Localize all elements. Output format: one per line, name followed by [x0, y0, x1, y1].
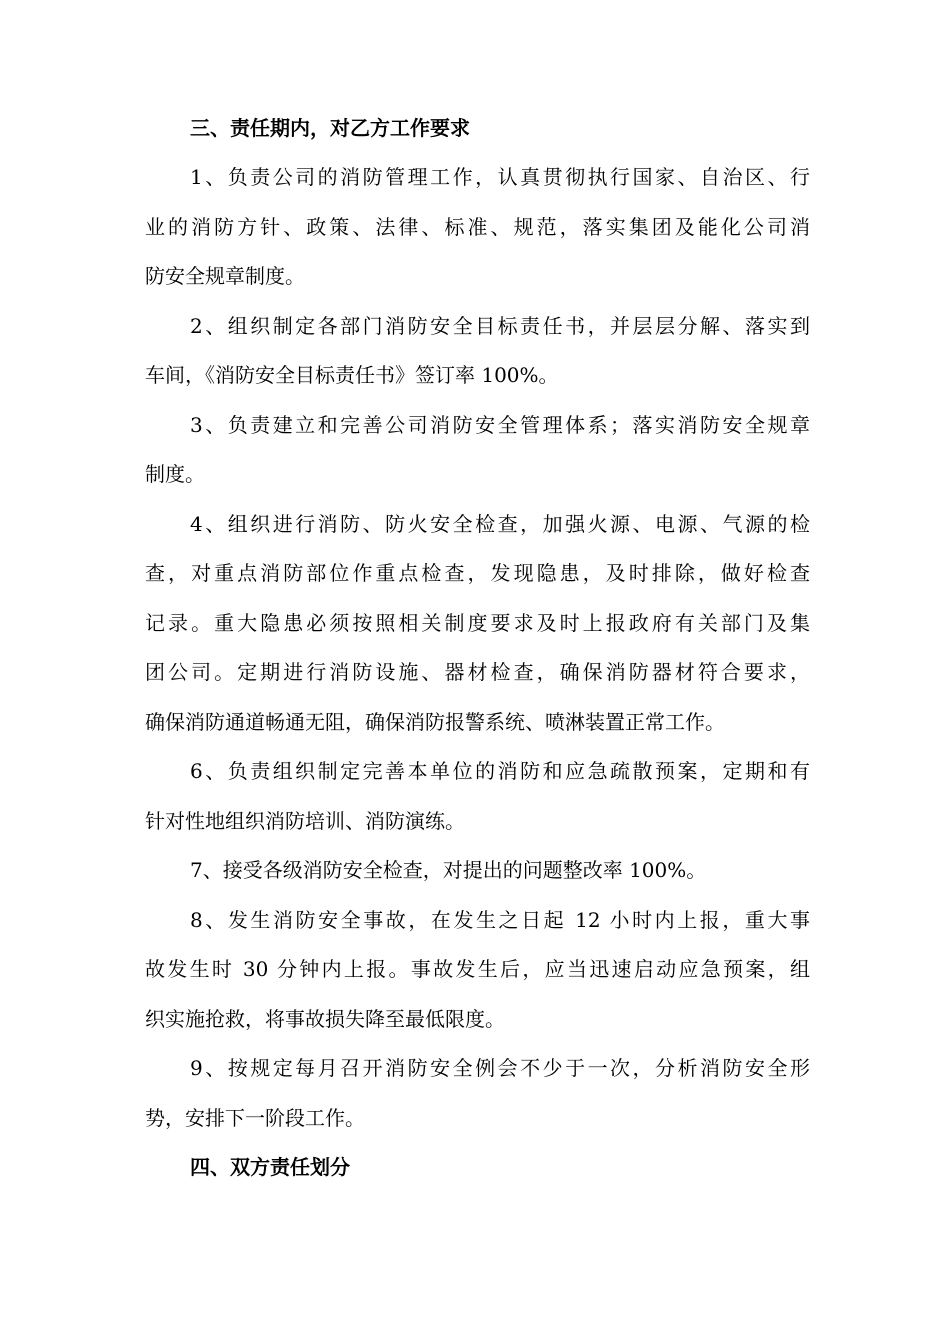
paragraph-line: 7、接受各级消防安全检查，对提出的问题整改率 100%。	[190, 858, 707, 882]
paragraph-line: 势，安排下一阶段工作。	[145, 1106, 365, 1130]
paragraph-line: 9、按规定每月召开消防安全例会不少于一次，分析消防安全形	[190, 1056, 810, 1080]
paragraph-line: 团公司。定期进行消防设施、器材检查，确保消防器材符合要求，	[145, 660, 810, 684]
paragraph-line: 4、组织进行消防、防火安全检查，加强火源、电源、气源的检	[190, 512, 810, 536]
paragraph-line: 织实施抢救，将事故损失降至最低限度。	[145, 1007, 505, 1031]
paragraph-line: 记录。重大隐患必须按照相关制度要求及时上报政府有关部门及集	[145, 611, 810, 635]
paragraph-line: 防安全规章制度。	[145, 264, 305, 288]
section-heading: 三、责任期内，对乙方工作要求	[190, 116, 470, 140]
paragraph-line: 8、发生消防安全事故，在发生之日起 12 小时内上报，重大事	[190, 908, 810, 932]
section-heading: 四、双方责任划分	[190, 1155, 350, 1179]
paragraph-line: 制度。	[145, 462, 205, 486]
paragraph-line: 2、组织制定各部门消防安全目标责任书，并层层分解、落实到	[190, 314, 810, 338]
paragraph-line: 针对性地组织消防培训、消防演练。	[145, 809, 465, 833]
paragraph-line: 车间，《消防安全目标责任书》签订率 100%。	[145, 363, 559, 387]
paragraph-line: 业的消防方针、政策、法律、标准、规范，落实集团及能化公司消	[145, 215, 810, 239]
paragraph-line: 1、负责公司的消防管理工作，认真贯彻执行国家、自治区、行	[190, 165, 810, 189]
paragraph-line: 查，对重点消防部位作重点检查，发现隐患，及时排除，做好检查	[145, 561, 810, 585]
paragraph-line: 3、负责建立和完善公司消防安全管理体系；落实消防安全规章	[190, 413, 810, 437]
paragraph-line: 6、负责组织制定完善本单位的消防和应急疏散预案，定期和有	[190, 759, 810, 783]
paragraph-line: 故发生时 30 分钟内上报。事故发生后，应当迅速启动应急预案，组	[145, 957, 810, 981]
paragraph-line: 确保消防通道畅通无阻，确保消防报警系统、喷淋装置正常工作。	[145, 710, 725, 734]
